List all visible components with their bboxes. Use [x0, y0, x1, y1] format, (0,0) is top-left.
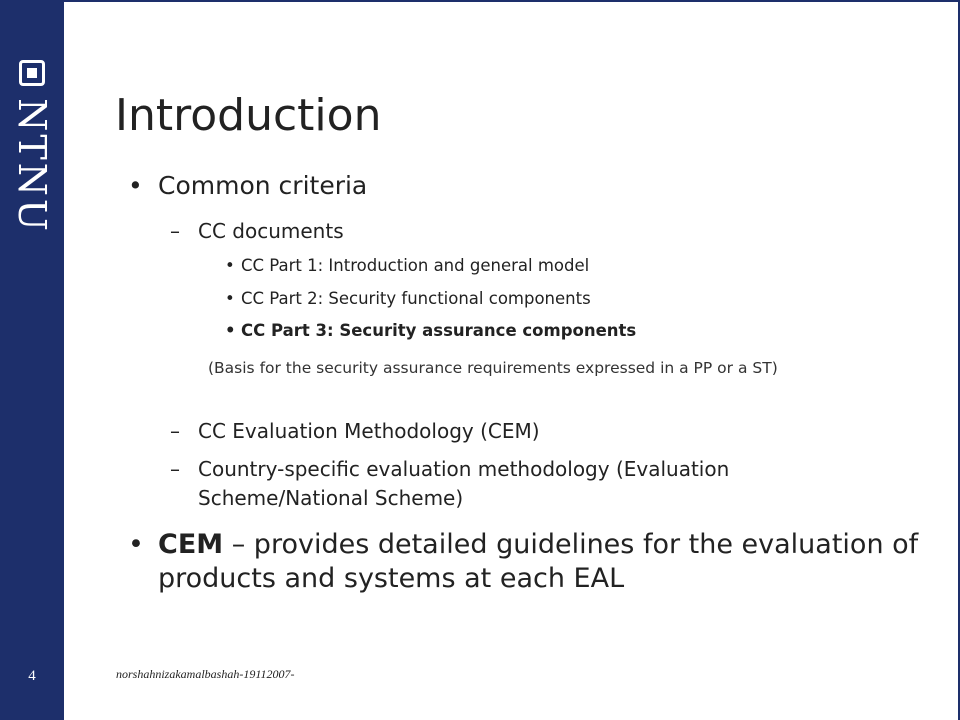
bullet-text: Country-specific evaluation methodology (Evaluation Scheme/National Scheme): [198, 457, 730, 510]
bullet-cc-part3: [225, 321, 637, 340]
bullet-text: CC Evaluation Methodology (CEM): [198, 419, 540, 443]
bullet-dash-icon: –: [170, 419, 180, 443]
bullet-dot-icon: •: [128, 171, 143, 200]
bullet-cem: [170, 419, 540, 443]
bullet-dot-icon: •: [225, 289, 235, 308]
bullet-common-criteria: [128, 171, 368, 200]
slide-title: Introduction: [115, 90, 382, 141]
bullet-text: CC Part 3: Security assurance components: [241, 321, 637, 340]
bullet-country-specific: [170, 455, 898, 513]
bullet-dot-icon: •: [225, 321, 236, 340]
bullet-dash-icon: –: [170, 457, 180, 481]
bullet-cc-part2: [225, 289, 591, 308]
bullet-dot-icon: •: [225, 256, 235, 275]
bullet-dot-icon: •: [128, 529, 144, 560]
bullet-text: CC Part 2: Security functional components: [241, 289, 591, 308]
cem-bold-label: CEM: [158, 529, 224, 560]
bullet-cc-part1: [225, 256, 590, 275]
cem-description-text: – provides detailed guidelines for the evaluation of products and systems at each EAL: [158, 529, 919, 594]
footer-author: norshahnizakamalbashah-19112007-: [116, 667, 295, 681]
bullet-cc-documents: [170, 219, 344, 243]
bullet-text: CC Part 1: Introduction and general model: [241, 256, 590, 275]
bullet-dash-icon: –: [170, 219, 180, 243]
slide-number: 4: [28, 668, 36, 684]
bullet-text: CC documents: [198, 219, 344, 243]
logo-text: NTNU: [10, 98, 54, 234]
bullet-text: Common criteria: [158, 171, 368, 200]
bullet-cem-description: [128, 528, 928, 596]
cc-part3-note: (Basis for the security assurance requirements expressed in a PP or a ST): [208, 359, 778, 377]
